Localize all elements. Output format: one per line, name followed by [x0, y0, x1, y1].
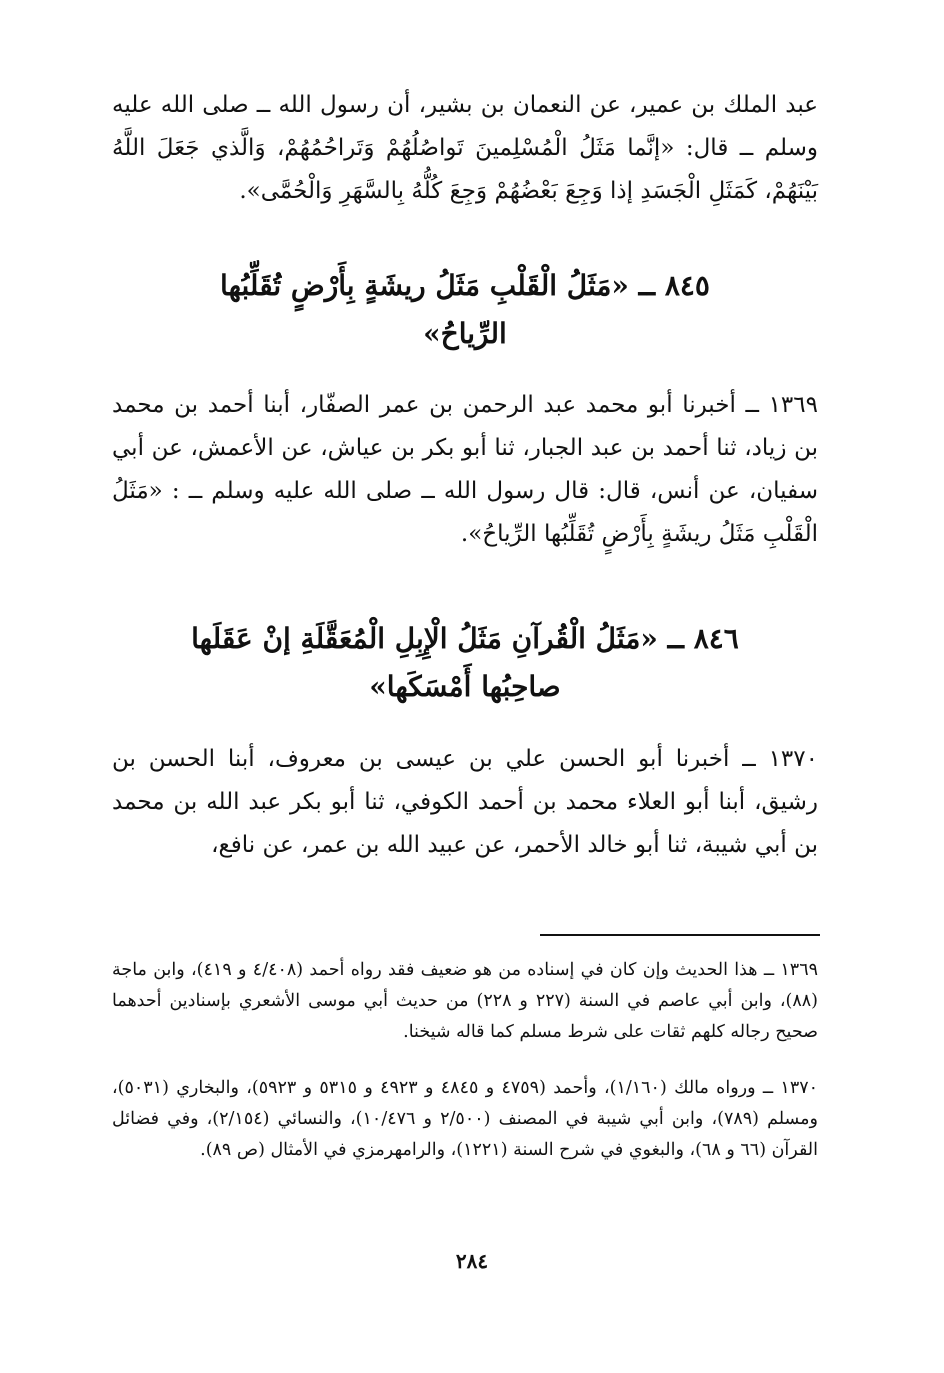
hadith-1370: ١٣٧٠ ــ أخبرنا أبو الحسن علي بن عيسى بن معروف، أبنا الحسن بن رشيق، أبنا أبو العلاء محمد بن أحمد الكوفي، ثنا أبو بكر عبد الله بن محمد بن أبي شيبة، ثنا أبو خالد الأحمر، عن عبيد الله بن عمر، عن نافع، — [112, 746, 818, 858]
footnote-1369: ١٣٦٩ ــ هذا الحديث وإن كان في إسناده من هو ضعيف فقد رواه أحمد (٤/٤٠٨ و ٤١٩)، وابن ماجة (٨٨)، وابن أبي عاصم في السنة (٢٢٧ و ٢٢٨) من حديث أبي موسى الأشعري بإسنادين أحدهما صحيح رجاله كلهم ثقات على شرط مسلم كما قاله شيخنا. — [112, 960, 819, 1042]
heading-846-line-2: صاحِبُها أَمْسَكَها» — [369, 670, 561, 703]
chapter-heading-845 — [112, 262, 818, 358]
footnote-divider — [540, 934, 820, 936]
page-number: ٢٨٤ — [455, 1249, 489, 1273]
heading-846-line-1: ٨٤٦ ــ «مَثَلُ الْقُرآنِ مَثَلُ الْإِبِلِ الْمُعَقَّلَةِ إنْ عَقَلَها — [191, 622, 739, 655]
chapter-heading-846 — [112, 615, 818, 711]
hadith-1369: ١٣٦٩ ــ أخبرنا أبو محمد عبد الرحمن بن عمر الصفّار، أبنا أحمد بن محمد بن زياد، ثنا أحمد بن عبد الجبار، ثنا أبو بكر بن عياش، عن الأعمش، عن أبي سفيان، عن أنس، قال: قال رسول الله ــ صلى الله عليه وسلم ــ : «مَثَلُ الْقَلْبِ مَثَلُ ريشَةٍ بِأَرْضٍ تُقَلِّبُها الرِّياحُ». — [112, 392, 818, 547]
heading-845-line-2: الرِّياحُ» — [423, 317, 507, 350]
paragraph-continuation: عبد الملك بن عمير، عن النعمان بن بشير، أن رسول الله ــ صلى الله عليه وسلم ــ قال: «إنَّما مَثَلُ الْمُسْلِمينَ تَواصُلُهُمْ وَتَراحُمُهُمْ، وَالَّذي جَعَلَ اللَّهُ بَيْنَهُمْ، كَمَثَلِ الْجَسَدِ إذا وَجِعَ بَعْضُهُمْ وَجِعَ كُلُّهُ بِالسَّهَرِ وَالْحُمَّى». — [112, 92, 818, 204]
footnote-1370: ١٣٧٠ ــ ورواه مالك (١/١٦٠)، وأحمد (٤٧٥٩ و ٤٨٤٥ و ٤٩٢٣ و ٥٣١٥ و ٥٩٢٣)، والبخاري (٥٠٣١)، ومسلم (٧٨٩)، وابن أبي شيبة في المصنف (٢/٥٠٠ و ١٠/٤٧٦)، والنسائي (٢/١٥٤)، وفي فضائل القرآن (٦٦ و ٦٨)، والبغوي في شرح السنة (١٢٢١)، والرامهرمزي في الأمثال (ص ٨٩). — [112, 1078, 819, 1160]
heading-845-line-1: ٨٤٥ ــ «مَثَلُ الْقَلْبِ مَثَلُ ريشَةٍ بِأَرْضٍ تُقَلِّبُها — [220, 269, 710, 302]
